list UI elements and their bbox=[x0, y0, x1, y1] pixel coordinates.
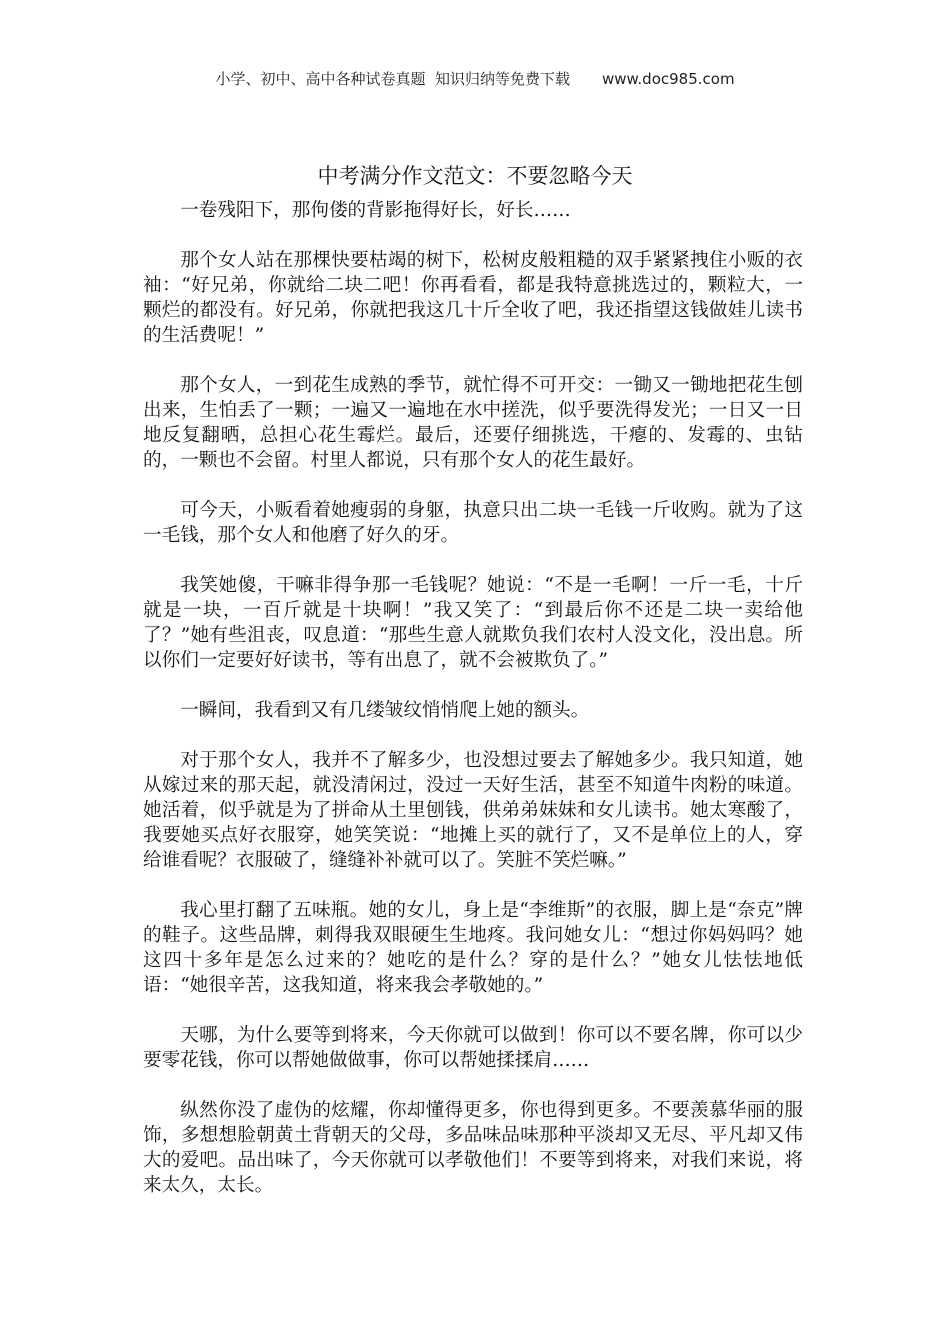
paragraph: 我笑她傻，干嘛非得争那一毛钱呢？她说：“不是一毛啊！一斤一毛，十斤就是一块，一百斤就是十块啊！”我又笑了：“到最后你不还是二块一卖给他了？”她有些沮丧，叹息道：“那些生意人就欺负我们农村人没文化，没出息。所以你们一定要好好读书，等有出息了，就不会被欺负了。” bbox=[143, 575, 803, 671]
paragraph: 可今天，小贩看着她瘦弱的身躯，执意只出二块一毛钱一斤收购。就为了这一毛钱，那个女人和他磨了好久的牙。 bbox=[143, 500, 803, 546]
paragraph: 天哪，为什么要等到将来，今天你就可以做到！你可以不要名牌，你可以少要零花钱，你可以帮她做做事，你可以帮她揉揉肩…… bbox=[143, 1025, 803, 1071]
paragraph: 一卷残阳下，那佝偻的背影拖得好长，好长…… bbox=[180, 200, 571, 221]
paragraph: 纵然你没了虚伪的炫耀，你却懂得更多，你也得到更多。不要羡慕华丽的服饰，多想想脸朝黄土背朝天的父母，多品味品味那种平淡却又无尽、平凡却又伟大的爱吧。品出味了，今天你就可以孝敬他们！不要等到将来，对我们来说，将来太久，太长。 bbox=[143, 1100, 803, 1196]
paragraph: 我心里打翻了五味瓶。她的女儿，身上是“李维斯”的衣服，脚上是“奈克”牌的鞋子。这些品牌，刺得我双眼硬生生地疼。我问她女儿：“想过你妈妈吗？她这四十多年是怎么过来的？她吃的是什么？穿的是什么？”她女儿怯怯地低语：“她很辛苦，这我知道，将来我会孝敬她的。” bbox=[143, 900, 803, 996]
document-title: 中考满分作文范文：不要忽略今天 bbox=[317, 164, 633, 188]
paragraph: 那个女人，一到花生成熟的季节，就忙得不可开交：一锄又一锄地把花生刨出来，生怕丢了一颗；一遍又一遍地在水中搓洗，似乎要洗得发光；一日又一日地反复翻晒，总担心花生霉烂。最后，还要仔细挑选，干瘪的、发霉的、虫钻的，一颗也不会留。村里人都说，只有那个女人的花生最好。 bbox=[143, 375, 803, 471]
paragraph: 对于那个女人，我并不了解多少，也没想过要去了解她多少。我只知道，她从嫁过来的那天起，就没清闲过，没过一天好生活，甚至不知道牛肉粉的味道。她活着，似乎就是为了拼命从土里刨钱，供弟弟妹妹和女儿读书。她太寒酸了，我要她买点好衣服穿，她笑笑说：“地摊上买的就行了，又不是单位上的人，穿给谁看呢？衣服破了，缝缝补补就可以了。笑脏不笑烂嘛。” bbox=[143, 750, 803, 871]
header-site-link[interactable]: www.doc985.com bbox=[601, 70, 735, 88]
document-body bbox=[143, 198, 803, 1223]
paragraph: 一瞬间，我看到又有几缕皱纹悄悄爬上她的额头。 bbox=[180, 700, 590, 721]
page-header bbox=[0, 68, 950, 89]
paragraph: 那个女人站在那棵快要枯竭的树下，松树皮般粗糙的双手紧紧拽住小贩的衣袖：“好兄弟，你就给二块二吧！你再看看，都是我特意挑选过的，颗粒大，一颗烂的都没有。好兄弟，你就把我这几十斤全收了吧，我还指望这钱做娃儿读书的生活费呢！” bbox=[143, 250, 803, 346]
header-text: 小学、初中、高中各种试卷真题 知识归纳等免费下载 bbox=[215, 70, 570, 88]
